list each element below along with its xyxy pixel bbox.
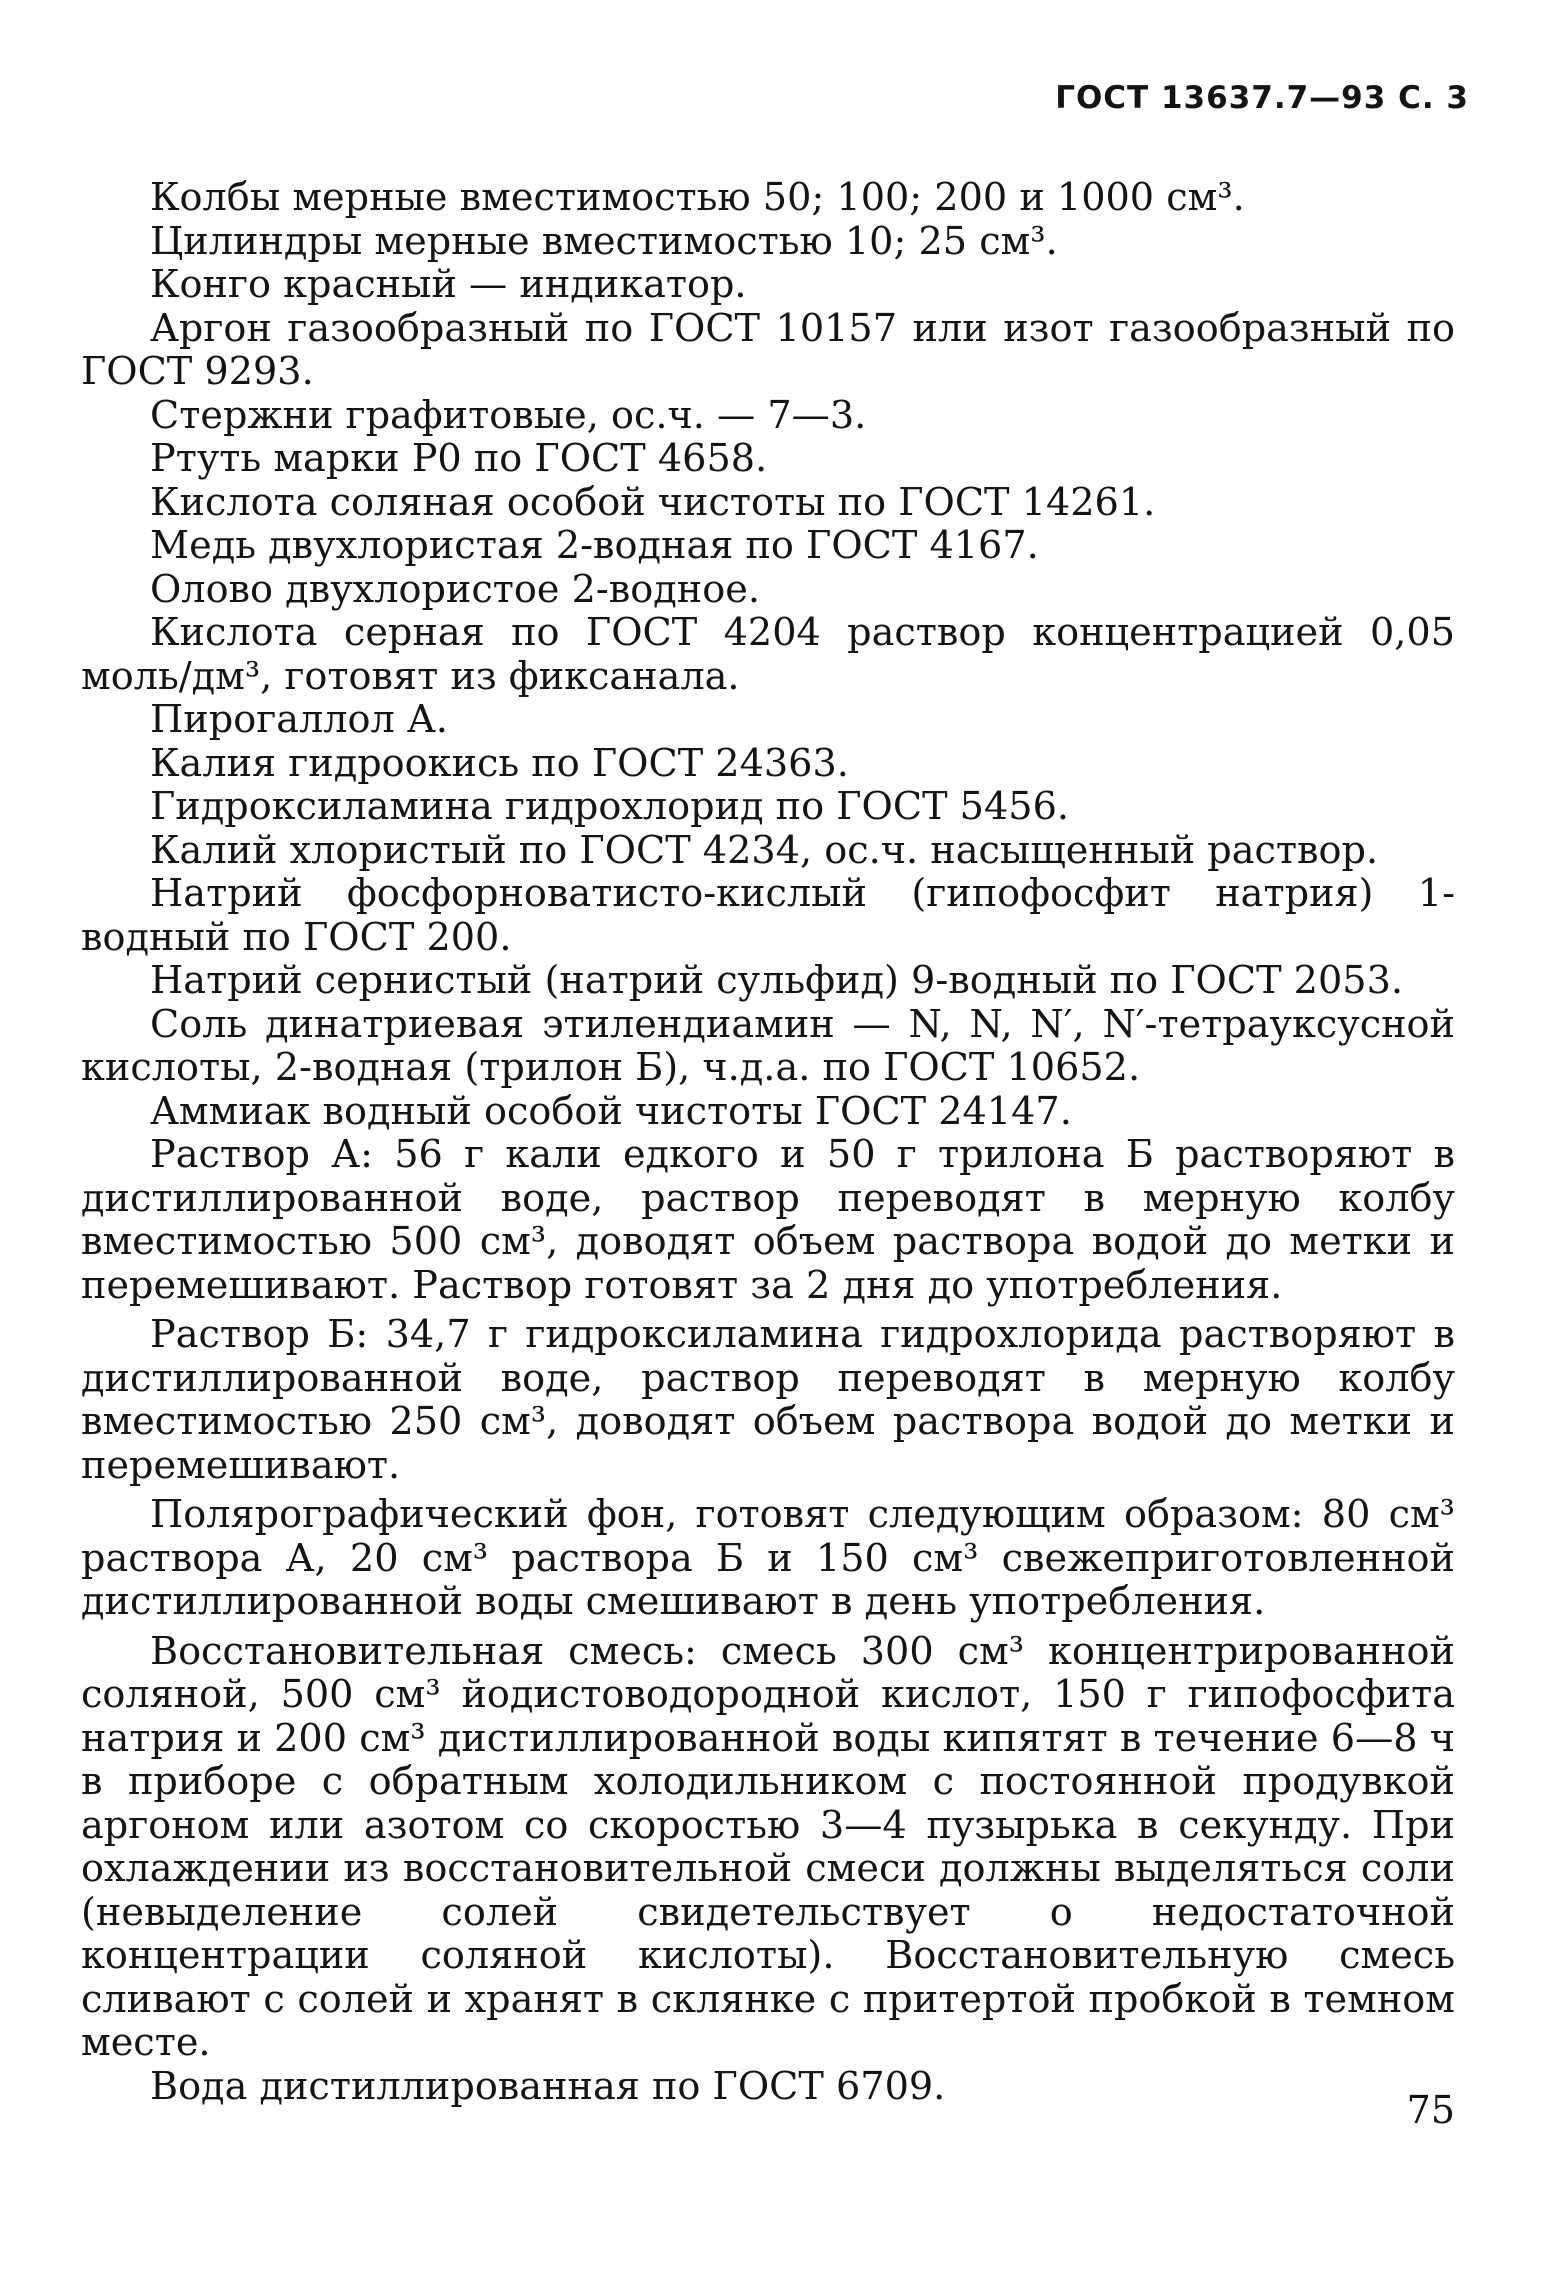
paragraph-hydrochloric-acid: Кислота соляная особой чистоты по ГОСТ 14261. [150, 480, 1156, 525]
main-text [81, 177, 1455, 2109]
paragraph-sodium-sulfide: Натрий сернистый (натрий сульфид) 9-водный по ГОСТ 2053. [150, 959, 1404, 1003]
paragraph-mercury: Ртуть марки Р0 по ГОСТ 4658. [150, 437, 768, 481]
paragraph-potassium-hydroxide: Калия гидроокись по ГОСТ 24363. [150, 741, 849, 786]
paragraph-reducing-mixture: Восстановительная смесь: смесь 300 см³ концентрированной соляной, 500 см³ йодистоводородной кислот, 150 г гипофосфита натрия и 200 см³ дистиллированной воды кипятят в течение 6—8 ч в приборе с обратным холодильником с постоянной продувкой аргоном или азотом со скоростью 3—4 пузырька в секунду. При охлаждении из восстановительной смеси должны выделяться соли (невыделение солей свидетельствует о недостаточной концентрации соляной кислоты). Восстановительную смесь сливают с солей и хранят в склянке с притертой пробкой в темном месте. [81, 1629, 1455, 2065]
paragraph-argon: Аргон газообразный по ГОСТ 10157 или изот газообразный по ГОСТ 9293. [81, 306, 1455, 394]
paragraph-hydroxylamine: Гидроксиламина гидрохлорид по ГОСТ 5456. [150, 785, 1069, 829]
paragraph-polarographic-background: Полярографический фон, готовят следующим образом: 80 см³ раствора А, 20 см³ раствора Б и 150 см³ свежеприготовленной дистиллированной воды смешивают в день употребления. [81, 1493, 1455, 1624]
paragraph-ammonia: Аммиак водный особой чистоты ГОСТ 24147. [150, 1089, 1072, 1134]
paragraph-congo-red: Конго красный — индикатор. [150, 263, 747, 307]
paragraph-tin-chloride: Олово двухлористое 2-водное. [150, 567, 760, 612]
paragraph-sulfuric-acid: Кислота серная по ГОСТ 4204 раствор концентрацией 0,05 моль/дм³, готовят из фиксанала. [81, 611, 1455, 699]
paragraph-trilon-b: Соль динатриевая этилендиамин — N, N, N′, N′-тетрауксусной кислоты, 2-водная (трилон Б), ч.д.а. по ГОСТ 10652. [81, 1002, 1455, 1090]
paragraph-distilled-water: Вода дистиллированная по ГОСТ 6709. [150, 2064, 946, 2109]
paragraph-copper-chloride: Медь двухлористая 2-водная по ГОСТ 4167. [150, 524, 1039, 568]
paragraph-pyrogallol: Пирогаллол А. [150, 698, 448, 742]
paragraph-solution-b: Раствор Б: 34,7 г гидроксиламина гидрохлорида растворяют в дистиллированной воде, раствор переводят в мерную колбу вместимостью 250 см³, доводят объем раствора водой до метки и перемешивают. [81, 1313, 1455, 1488]
paragraph-sodium-hypophosphite: Натрий фосфорноватисто-кислый (гипофосфит натрия) 1-водный по ГОСТ 200. [81, 872, 1455, 960]
paragraph-volumetric-cylinders: Цилиндры мерные вместимостью 10; 25 см³. [150, 219, 1058, 264]
running-header: ГОСТ 13637.7—93 С. 3 [1055, 80, 1469, 116]
page-number: 75 [1406, 2088, 1455, 2132]
paragraph-graphite-rods: Стержни графитовые, ос.ч. — 7—3. [150, 393, 867, 438]
paragraph-volumetric-flasks: Колбы мерные вместимостью 50; 100; 200 и 1000 см³. [150, 176, 1245, 220]
paragraph-potassium-chloride: Калий хлористый по ГОСТ 4234, ос.ч. насыщенный раствор. [150, 828, 1379, 873]
paragraph-solution-a: Раствор А: 56 г кали едкого и 50 г трилона Б растворяют в дистиллированной воде, раствор переводят в мерную колбу вместимостью 500 см³, доводят объем раствора водой до метки и перемешивают. Раствор готовят за 2 дня до употребления. [81, 1133, 1455, 1308]
